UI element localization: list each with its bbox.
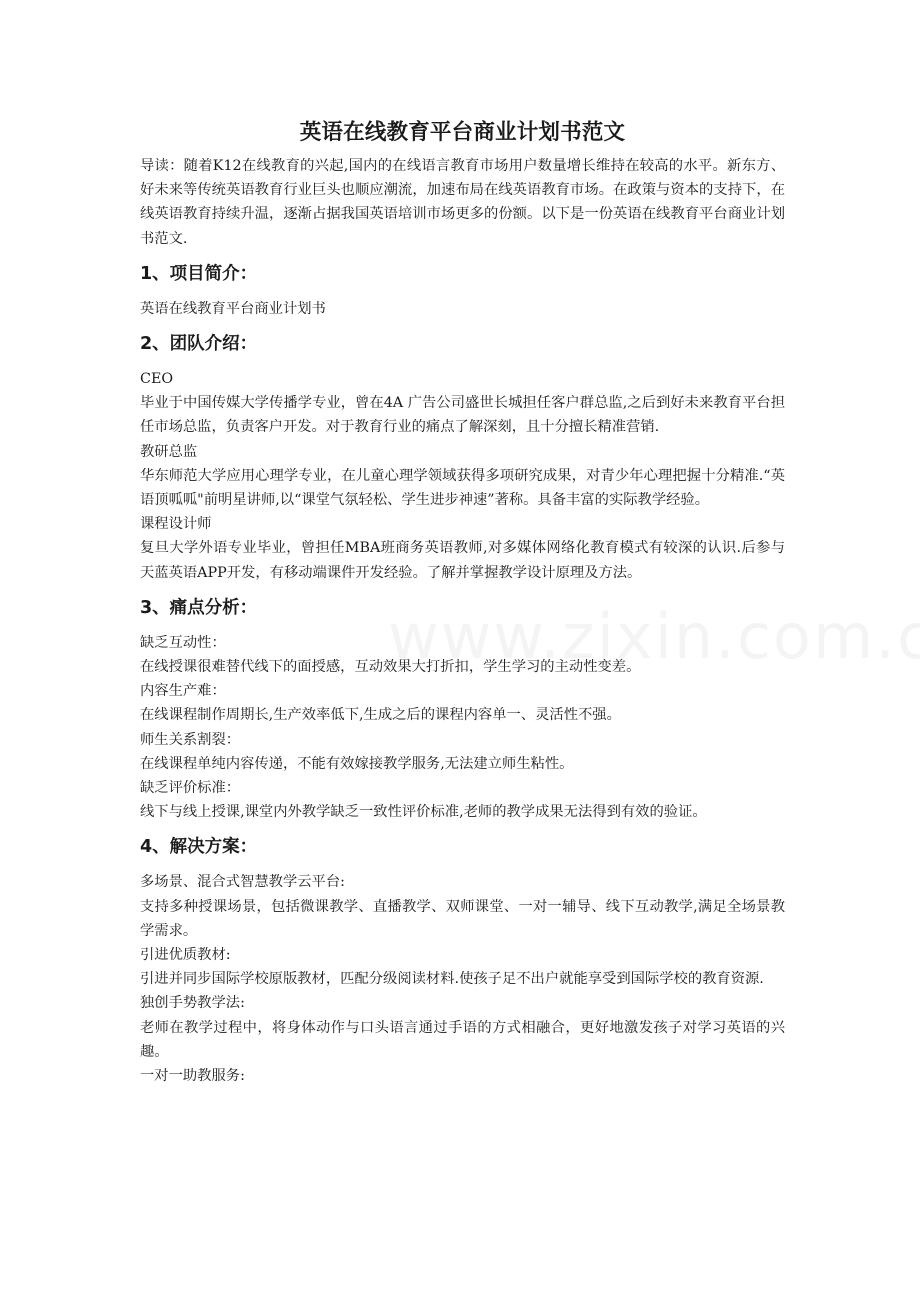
solution-description: 支持多种授课场景，包括微课教学、直播教学、双师课堂、一对一辅导、线下互动教学,满足全场景教学需求。 bbox=[140, 898, 785, 939]
point-label: 缺乏互动性： bbox=[140, 634, 226, 651]
section-line: 英语在线教育平台商业计划书 bbox=[140, 300, 326, 317]
point-label: 师生关系割裂： bbox=[140, 731, 241, 748]
point-description: 在线授课很难替代线下的面授感，互动效果大打折扣，学生学习的主动性变差。 bbox=[140, 659, 641, 676]
section-pain-points bbox=[140, 593, 785, 825]
point-description: 线下与线上授课,课堂内外教学缺乏一致性评价标准,老师的教学成果无法得到有效的验证。 bbox=[140, 804, 707, 821]
section-solutions bbox=[140, 832, 785, 1088]
point-description: 在线课程制作周期长,生产效率低下,生成之后的课程内容单一、灵活性不强。 bbox=[140, 707, 621, 724]
role-label-designer: 课程设计师 bbox=[140, 516, 212, 533]
solution-description: 老师在教学过程中，将身体动作与口头语言通过手语的方式相融合，更好地激发孩子对学习英语的兴趣。 bbox=[140, 1019, 785, 1060]
solution-label: 多场景、混合式智慧教学云平台: bbox=[140, 874, 345, 891]
intro-paragraph: 导读：随着K12在线教育的兴起,国内的在线语言教育市场用户数量增长维持在较高的水平。新东方、好未来等传统英语教育行业巨头也顺应潮流，加速布局在线英语教育市场。在政策与资本的支持下，在线英语教育持续升温，逐渐占据我国英语培训市场更多的份额。以下是一份英语在线教育平台商业计划书范文. bbox=[140, 158, 785, 247]
role-description: 毕业于中国传媒大学传播学专业，曾在4A 广告公司盛世长城担任客户群总监,之后到好未来教育平台担任市场总监，负责客户开发。对于教育行业的痛点了解深刻，且十分擅长精准营销. bbox=[140, 395, 785, 436]
solution-label: 独创手势教学法: bbox=[140, 995, 245, 1012]
section-heading: 4、解决方案： bbox=[140, 837, 258, 858]
document-title: 英语在线教育平台商业计划书范文 bbox=[299, 120, 626, 145]
role-label-research: 教研总监 bbox=[140, 443, 198, 460]
role-label-ceo: CEO bbox=[140, 371, 174, 388]
section-heading: 2、团队介绍： bbox=[140, 334, 258, 355]
point-description: 在线课程单纯内容传递，不能有效嫁接教学服务,无法建立师生粘性。 bbox=[140, 755, 574, 772]
section-heading: 3、痛点分析： bbox=[140, 597, 258, 618]
section-project-intro bbox=[140, 259, 785, 321]
solution-description: 引进并同步国际学校原版教材，匹配分级阅读材料.使孩子足不出户就能享受到国际学校的教育资源. bbox=[140, 971, 764, 988]
solution-label: 引进优质教材: bbox=[140, 947, 231, 964]
solution-label: 一对一助教服务: bbox=[140, 1068, 245, 1085]
role-description: 华东师范大学应用心理学专业，在儿童心理学领域获得多项研究成果，对青少年心理把握十分精准.“英语顶呱呱"前明星讲师,以“课堂气氛轻松、学生进步神速”著称。具备丰富的实际教学经验。 bbox=[140, 467, 785, 509]
section-team-intro bbox=[140, 329, 785, 585]
role-description: 复旦大学外语专业毕业，曾担任MBA班商务英语教师,对多媒体网络化教育模式有较深的认识.后参与天蓝英语APP开发，有移动端课件开发经验。了解并掌握教学设计原理及方法。 bbox=[140, 540, 785, 581]
point-label: 内容生产难： bbox=[140, 683, 226, 700]
section-heading: 1、项目简介： bbox=[140, 263, 258, 284]
point-label: 缺乏评价标准： bbox=[140, 780, 241, 797]
document-page bbox=[140, 116, 785, 1088]
